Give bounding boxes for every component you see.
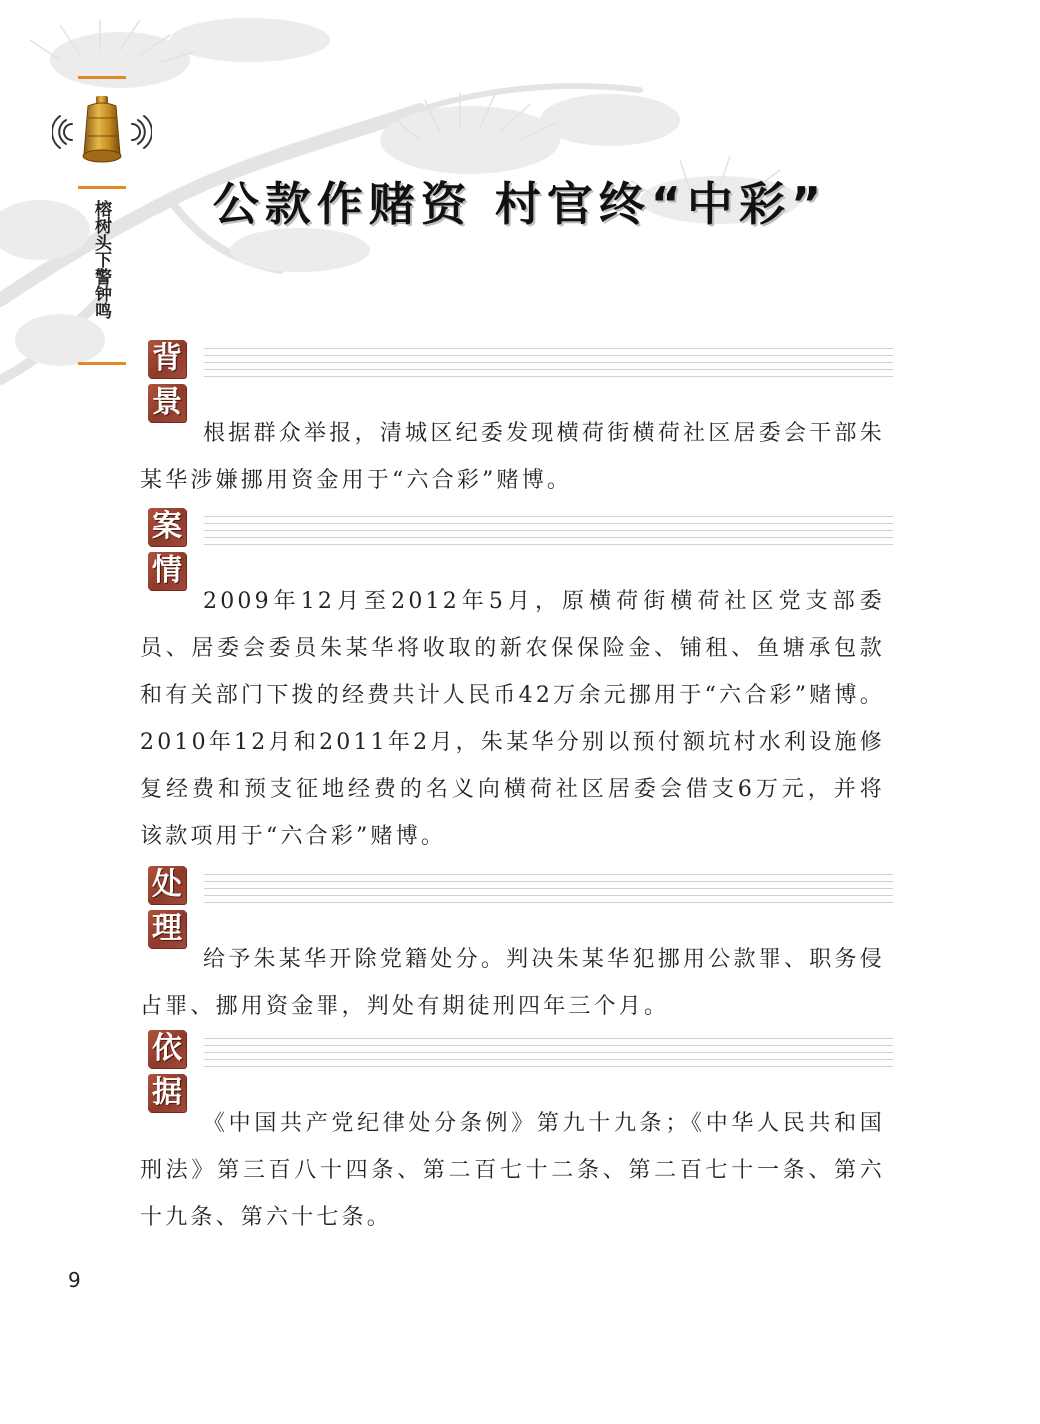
- side-section-title: 榕树头下警钟鸣: [91, 200, 111, 319]
- badge-char-1: 案: [148, 508, 186, 546]
- ruled-lines: [204, 516, 893, 546]
- section-text: 根据群众举报，清城区纪委发现横荷街横荷社区居委会干部朱某华涉嫌挪用资金用于“六合彩”赌博。: [140, 421, 885, 493]
- badge-char-2: 理: [148, 910, 186, 948]
- badge-char-2: 景: [148, 384, 186, 422]
- header-rule-bottom: [78, 362, 126, 365]
- ruled-lines: [204, 1038, 893, 1068]
- badge-char-2: 情: [148, 552, 186, 590]
- page-title: 公款作赌资 村官终“中彩”: [212, 177, 828, 231]
- ruled-lines: [204, 874, 893, 904]
- badge-char-1: 依: [148, 1030, 186, 1068]
- badge-char-2: 据: [148, 1074, 186, 1112]
- header-rule-top: [78, 76, 126, 79]
- bell-icon: [52, 92, 152, 172]
- section-text: 《中国共产党纪律处分条例》第九十九条；《中华人民共和国刑法》第三百八十四条、第二百七十二条、第二百七十一条、第六十九条、第六十七条。: [140, 1111, 885, 1230]
- section-text: 给予朱某华开除党籍处分。判决朱某华犯挪用公款罪、职务侵占罪、挪用资金罪，判处有期徒刑四年三个月。: [140, 947, 885, 1019]
- ruled-lines: [204, 348, 893, 378]
- badge-char-1: 处: [148, 866, 186, 904]
- page-number: 9: [68, 1268, 81, 1292]
- badge-char-1: 背: [148, 340, 186, 378]
- section-text: 2009年12月至2012年5月，原横荷街横荷社区党支部委员、居委会委员朱某华将收取的新农保保险金、铺租、鱼塘承包款和有关部门下拨的经费共计人民币42万余元挪用于“六合彩”赌博。2010年12月和2011年2月，朱某华分别以预付额坑村水利设施修复经费和预支征地经费的名义向横荷社区居委会借支6万元，并将该款项用于“六合彩”赌博。: [140, 589, 885, 849]
